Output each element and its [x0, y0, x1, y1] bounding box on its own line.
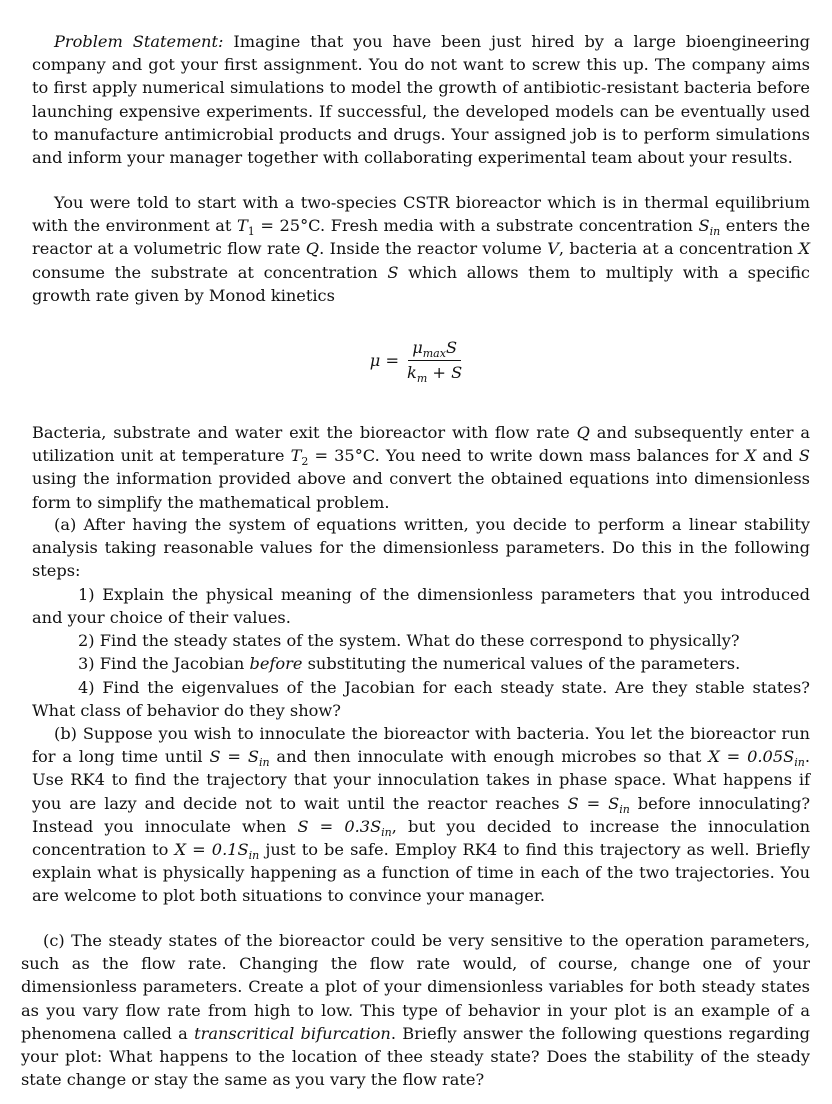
- math-sub: in: [258, 756, 270, 770]
- text-run: just to be safe. Employ RK4 to find this trajectory as well. Briefly explain what is physically happening as a function of time in each of the two trajectories. You are welcome to plot both situations to convince your manager.: [32, 840, 810, 906]
- text-run: consume the substrate at concentration: [32, 262, 388, 282]
- emphasis-transcritical: transcritical bifurcation: [194, 1023, 391, 1043]
- text-run: which allows them to multiply with a specific growth rate given by Monod kinetics: [32, 262, 810, 305]
- math-V: V: [547, 239, 559, 259]
- math-Q: Q: [305, 239, 320, 259]
- math-sub: max: [422, 347, 446, 361]
- math-T1: T: [236, 216, 248, 236]
- mass-balance-paragraph: [32, 421, 810, 514]
- text-run: substituting the numerical values of the parameters.: [302, 654, 741, 673]
- part-a-step-4: 4) Find the eigenvalues of the Jacobian for each steady state. Are they stable states? What class of behavior do they show?: [32, 678, 810, 721]
- math-S: S: [798, 446, 811, 466]
- math-k: k: [407, 363, 417, 382]
- math-Q: Q: [576, 423, 590, 442]
- text-run: . Fresh media with a substrate concentration: [320, 216, 699, 236]
- math-T2: T: [290, 446, 302, 466]
- math-Sin: S: [698, 216, 710, 236]
- math-expr: S = 0.3S: [297, 816, 382, 836]
- part-a-step-2: 2) Find the steady states of the system. What do these correspond to physically?: [78, 631, 740, 650]
- part-c-paragraph: [21, 929, 810, 1091]
- problem-statement-lead: Problem Statement:: [54, 32, 224, 51]
- equation-fraction: [407, 338, 463, 386]
- text-run: and: [756, 446, 799, 466]
- equation-lhs: μ =: [369, 350, 400, 370]
- math-sub: in: [619, 802, 630, 816]
- math-T1-value: = 25°C: [254, 216, 320, 236]
- text-run: and subsequently enter a utilization unit at temperature: [32, 423, 810, 466]
- math-sub: 1: [247, 225, 255, 239]
- math-S: S: [445, 338, 458, 357]
- math-sub: m: [416, 372, 428, 386]
- text-run: . You need to write down mass balances for: [374, 446, 745, 466]
- text-run: (c) The steady states of the bioreactor could be very sensitive to the operation parameters, such as the flow rate. Changing the flow rate would, of course, change one of your dimensionless parameters. Create a plot of your dimensionless variables for both steady states as you vary flow rate from high to low. This type of behavior in your plot is an example of a phenomena called a: [21, 931, 810, 1043]
- text-run: Bacteria, substrate and water exit the bioreactor with flow rate: [32, 423, 577, 442]
- text-run: 3) Find the Jacobian: [78, 654, 250, 673]
- math-expr: X = 0.1S: [174, 840, 249, 860]
- problem-statement-paragraph: [32, 30, 810, 169]
- text-run: and then innoculate with enough microbes so that: [269, 747, 709, 767]
- math-expr: X = 0.05S: [708, 747, 795, 767]
- monod-equation: [0, 338, 832, 386]
- math-mu: μ: [412, 338, 423, 357]
- text-run: You were told to start with a two-species CSTR bioreactor which is in thermal equilibrium with the environment at: [32, 193, 810, 236]
- part-a-step-3: [32, 652, 810, 675]
- math-T2-value: = 35°C: [308, 446, 375, 466]
- math-S: S: [387, 262, 399, 282]
- math-plus-S: + S: [427, 363, 463, 382]
- part-b-paragraph: [32, 722, 810, 908]
- text-run: , but you decided to increase the innoculation concentration to: [32, 816, 810, 860]
- emphasis-before: before: [249, 654, 303, 673]
- reactor-setup-paragraph: [32, 191, 810, 307]
- text-run: enters the reactor at a volumetric flow rate: [32, 216, 811, 259]
- math-expr: S = S: [209, 747, 259, 767]
- text-run: . Inside the reactor volume: [319, 239, 548, 259]
- text-run: , bacteria at a concentration: [558, 239, 799, 259]
- part-a-step-1: 1) Explain the physical meaning of the dimensionless parameters that you introduced and your choice of their values.: [32, 585, 810, 628]
- math-sub: in: [794, 756, 805, 770]
- text-run: (b) Suppose you wish to innoculate the bioreactor with bacteria. You let the bioreactor run for a long time until: [32, 724, 810, 767]
- equation-denominator: [407, 361, 463, 386]
- equation-numerator: [408, 338, 461, 361]
- math-sub: 2: [301, 455, 309, 469]
- text-run: using the information provided above and convert the obtained equations into dimensionless form to simplify the mathematical problem.: [32, 469, 810, 512]
- text-run: . Briefly answer the following questions regarding your plot: What happens to the location of thee steady state? Does the stability of the steady state change or stay the same as you vary the flow rate?: [21, 1023, 810, 1090]
- math-sub: in: [709, 225, 721, 239]
- math-X: X: [798, 239, 810, 259]
- problem-statement-text: Imagine that you have been just hired by a large bioengineering company and got your first assignment. You do not want to screw this up. The company aims to first apply numerical simulations to model the growth of antibiotic-resistant bacteria before launching expensive experiments. If successful, the developed models can be eventually used to manufacture antimicrobial products and drugs. Your assigned job is to perform simulations and inform your manager together with collaborating experimental team about your results.: [32, 32, 811, 168]
- math-expr: S = S: [567, 793, 620, 813]
- math-sub: in: [248, 849, 260, 863]
- text-run: . Use RK4 to find the trajectory that your innoculation takes in phase space. What happens if you are lazy and decide not to wait until the reactor reaches: [32, 747, 810, 813]
- math-X: X: [744, 446, 757, 466]
- part-a-paragraph: (a) After having the system of equations written, you decide to perform a linear stability analysis taking reasonable values for the dimensionless parameters. Do this in the following steps:: [32, 515, 810, 581]
- text-run: before innoculating? Instead you innoculate when: [32, 793, 810, 836]
- math-sub: in: [381, 826, 392, 840]
